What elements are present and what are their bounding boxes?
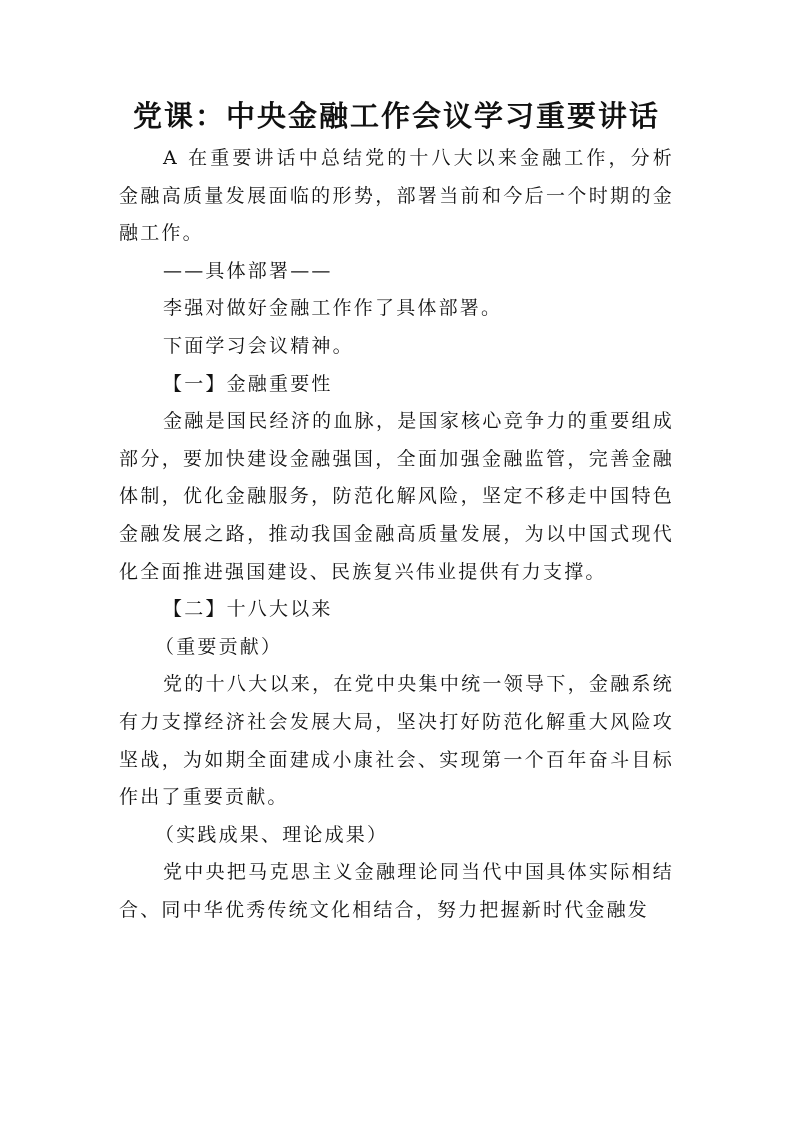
- paragraph: 下面学习会议精神。: [163, 334, 354, 357]
- paragraph: 党中央把马克思主义金融理论同当代中国具体实际相结合、同中华优秀传统文化相结合，努力把握新时代金融发: [119, 861, 674, 921]
- subsection-heading: （实践成果、理论成果）: [155, 823, 389, 846]
- intro-paragraph: A 在重要讲话中总结党的十八大以来金融工作，分析金融高质量发展面临的形势，部署当前和今后一个时期的金融工作。: [119, 147, 674, 245]
- section-heading: 【二】十八大以来: [163, 598, 333, 621]
- document-body: [119, 140, 674, 929]
- paragraph: 党的十八大以来，在党中央集中统一领导下，金融系统有力支撑经济社会发展大局，坚决打好防范化解重大风险攻坚战，为如期全面建成小康社会、实现第一个百年奋斗目标作出了重要贡献。: [119, 673, 674, 809]
- paragraph: 金融是国民经济的血脉，是国家核心竞争力的重要组成部分，要加快建设金融强国，全面加强金融监管，完善金融体制，优化金融服务，防范化解风险，坚定不移走中国特色金融发展之路，推动我国金融高质量发展，为以中国式现代化全面推进强国建设、民族复兴伟业提供有力支撑。: [119, 410, 674, 583]
- paragraph: 李强对做好金融工作作了具体部署。: [163, 297, 503, 320]
- subsection-heading: （重要贡献）: [155, 635, 283, 658]
- page-title: 党课：中央金融工作会议学习重要讲话: [132, 99, 660, 133]
- section-divider: ——具体部署——: [163, 259, 333, 282]
- section-heading: 【一】金融重要性: [163, 372, 333, 395]
